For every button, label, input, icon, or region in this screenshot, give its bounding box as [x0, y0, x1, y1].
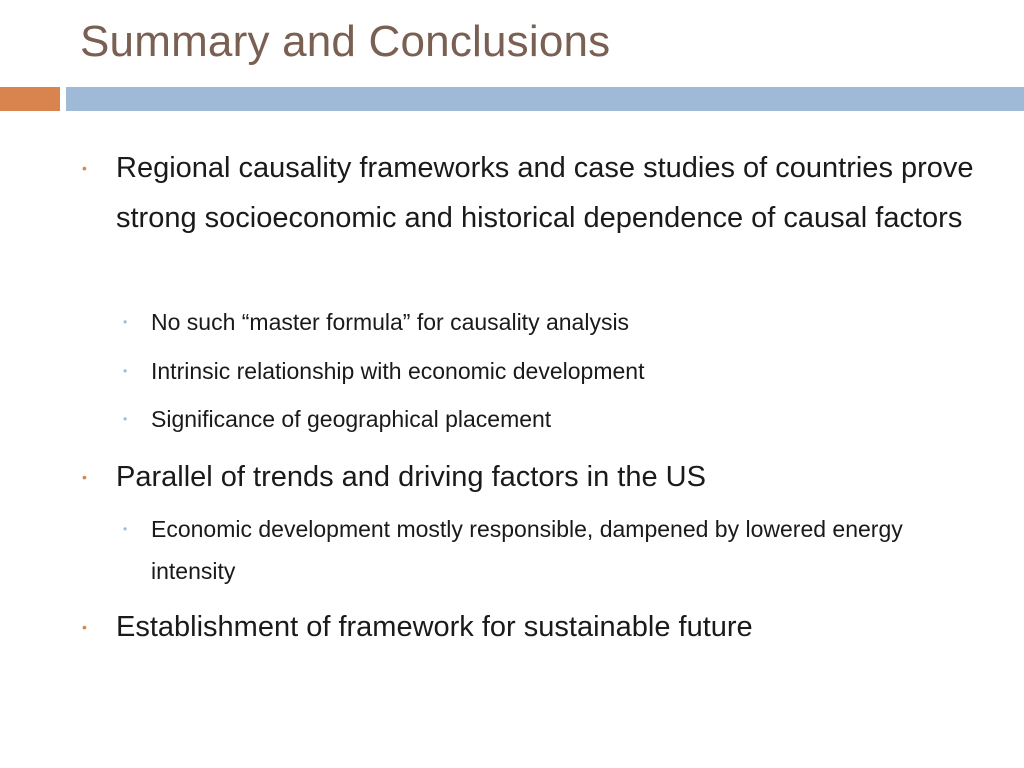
sub-bullet-text: Significance of geographical placement [151, 406, 552, 432]
bullet-text: Regional causality frameworks and case studies of countries prove strong socioeconomic and historical dependence of causal factors [116, 152, 974, 234]
bullet-text: Establishment of framework for sustainable future [116, 611, 753, 643]
bullet-item [82, 452, 976, 502]
sub-bullet-dot-icon: • [123, 412, 128, 426]
bullet-dot-icon: • [82, 469, 87, 485]
sub-bullet-text: No such “master formula” for causality analysis [151, 309, 630, 335]
sub-bullet-dot-icon: • [123, 315, 128, 329]
sub-bullet-item [123, 508, 971, 592]
bullet-item [82, 602, 976, 652]
bullet-dot-icon: • [82, 160, 87, 176]
sub-bullet-dot-icon: • [123, 522, 128, 536]
sub-bullet-item [123, 301, 971, 343]
sub-bullet-dot-icon: • [123, 364, 128, 378]
bullet-item [82, 143, 976, 243]
slide-title: Summary and Conclusions [80, 17, 611, 66]
sub-bullet-text: Economic development mostly responsible, dampened by lowered energy intensity [151, 516, 903, 584]
sub-bullet-item [123, 398, 971, 440]
bullet-text: Parallel of trends and driving factors in the US [116, 461, 706, 493]
bullet-dot-icon: • [82, 619, 87, 635]
sub-bullet-item [123, 350, 971, 392]
sub-bullet-text: Intrinsic relationship with economic development [151, 358, 645, 384]
